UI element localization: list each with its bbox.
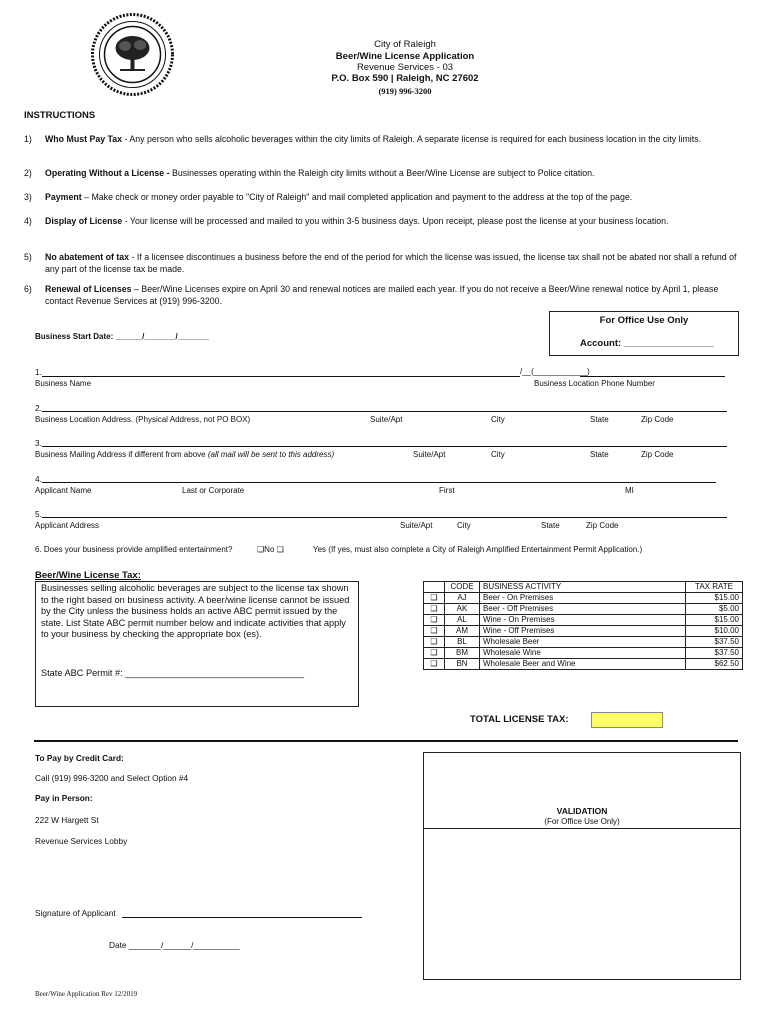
table-row — [424, 626, 743, 637]
activity-header: BUSINESS ACTIVITY — [480, 582, 686, 593]
table-row — [424, 648, 743, 659]
instruction-number: 2) — [24, 168, 32, 178]
mailing-address-label-text: Business Mailing Address if different from above — [35, 450, 206, 459]
instruction-number: 1) — [24, 134, 32, 144]
activity-rate: $5.00 — [686, 604, 743, 615]
header-form-title: Beer/Wine License Application — [335, 51, 475, 62]
credit-card-title: To Pay by Credit Card: — [35, 753, 124, 763]
activity-code: AM — [445, 626, 480, 637]
rate-header: TAX RATE — [686, 582, 743, 593]
yes-option-label: Yes (If yes, must also complete a City of Raleigh Amplified Entertainment Permit Application.) — [313, 545, 643, 554]
table-row — [424, 615, 743, 626]
signature-line[interactable] — [122, 917, 362, 918]
instruction-heading: Payment — [45, 192, 82, 202]
state-label: State — [541, 521, 560, 530]
instructions-heading: INSTRUCTIONS — [24, 110, 96, 121]
tax-rate-table — [423, 581, 743, 670]
instruction-heading: Renewal of Licenses — [45, 284, 132, 294]
activity-checkbox[interactable]: ❑ — [424, 615, 445, 626]
last-name-label: Last or Corporate — [182, 486, 245, 495]
instruction-text: Your license will be processed and mailed to you within 3-5 business days. Upon receipt, please post the license at your business location. — [129, 216, 669, 226]
instruction-separator: - — [129, 252, 137, 262]
instruction-heading: No abatement of tax — [45, 252, 130, 262]
location-address-line[interactable] — [42, 411, 727, 412]
instruction-number: 6) — [24, 284, 32, 294]
abc-permit-field[interactable]: State ABC Permit #: ___________________________________ — [41, 668, 305, 678]
instruction-separator: - — [122, 216, 130, 226]
activity-rate: $15.00 — [686, 593, 743, 604]
header-address: P.O. Box 590 | Raleigh, NC 27602 — [331, 73, 479, 84]
phone-number-line[interactable] — [580, 376, 725, 377]
instruction-heading: Who Must Pay Tax — [45, 134, 123, 144]
credit-card-instructions: Call (919) 996-3200 and Select Option #4 — [35, 773, 189, 783]
city-label: City — [457, 521, 471, 530]
activity-rate: $10.00 — [686, 626, 743, 637]
instruction-separator: – — [81, 192, 92, 202]
office-lobby: Revenue Services Lobby — [35, 836, 128, 846]
mailing-address-label — [35, 450, 334, 459]
instruction-separator: - — [122, 134, 130, 144]
activity-checkbox[interactable]: ❑ — [424, 659, 445, 670]
activity-name: Wholesale Beer — [480, 637, 686, 648]
amplified-entertainment-question: 6. Does your business provide amplified entertainment? — [35, 545, 233, 554]
zip-label: Zip Code — [586, 521, 619, 530]
activity-name: Beer - On Premises — [480, 593, 686, 604]
activity-code: BN — [445, 659, 480, 670]
instruction-item — [24, 284, 744, 308]
office-use-box — [549, 311, 739, 356]
suite-label: Suite/Apt — [370, 415, 403, 424]
header-phone: (919) 996-3200 — [378, 86, 432, 96]
instruction-text: If a licensee discontinues a business before the end of the period for which the license was issued, the license tax shall not be abated nor shall a refund of any part of the license tax be made. — [45, 252, 737, 274]
signature-label: Signature of Applicant — [35, 908, 116, 918]
phone-label: Business Location Phone Number — [534, 379, 655, 388]
no-option[interactable] — [257, 545, 284, 554]
zip-label: Zip Code — [641, 450, 674, 459]
applicant-address-line[interactable] — [42, 517, 727, 518]
city-seal — [90, 12, 175, 97]
table-row — [424, 659, 743, 670]
validation-subtitle: (For Office Use Only) — [544, 817, 620, 826]
activity-checkbox[interactable]: ❑ — [424, 604, 445, 615]
row-number: 2. — [35, 403, 42, 413]
checkbox-icon[interactable]: ❑ — [276, 545, 284, 554]
instruction-text: Businesses operating within the Raleigh city limits without a Beer/Wine License are subject to Police citation. — [172, 168, 595, 178]
office-address: 222 W Hargett St — [35, 815, 99, 825]
activity-checkbox[interactable]: ❑ — [424, 593, 445, 604]
header-department: Revenue Services - 03 — [356, 62, 454, 73]
first-name-label: First — [439, 486, 455, 495]
activity-name: Wine - On Premises — [480, 615, 686, 626]
instruction-item — [24, 134, 744, 158]
row-number: 5. — [35, 509, 42, 519]
zip-label: Zip Code — [641, 415, 674, 424]
code-header: CODE — [445, 582, 480, 593]
instruction-text: Beer/Wine Licenses expire on April 30 and renewal notices are mailed each year. If you do not receive a Beer/Wine renewal notice by April 1, please contact Revenue Services at (919) 996-3200. — [45, 284, 719, 306]
checkbox-header — [424, 582, 445, 593]
mi-label: MI — [625, 486, 634, 495]
instruction-number: 5) — [24, 252, 32, 262]
header-city: City of Raleigh — [374, 39, 436, 50]
validation-divider — [424, 828, 740, 829]
license-tax-title: Beer/Wine License Tax: — [35, 570, 141, 581]
activity-rate: $37.50 — [686, 648, 743, 659]
total-license-tax-label: TOTAL LICENSE TAX: — [470, 714, 569, 725]
activity-name: Wholesale Beer and Wine — [480, 659, 686, 670]
applicant-name-label: Applicant Name — [35, 486, 92, 495]
mailing-address-line[interactable] — [42, 446, 727, 447]
business-start-date-field[interactable]: Business Start Date: ______/_______/_______ — [35, 332, 209, 341]
location-address-label: Business Location Address. (Physical Address, not PO BOX) — [35, 415, 251, 424]
applicant-name-line[interactable] — [42, 482, 716, 483]
instruction-text: Any person who sells alcoholic beverages within the city limits of Raleigh. A separate license is required for each business location in the city limits. — [129, 134, 702, 144]
activity-name: Beer - Off Premises — [480, 604, 686, 615]
table-row — [424, 593, 743, 604]
state-label: State — [590, 415, 609, 424]
instruction-text: Make check or money order payable to "City of Raleigh" and mail completed application and payment to the address at the top of the page. — [91, 192, 633, 202]
validation-title: VALIDATION — [556, 806, 608, 816]
no-label: No — [264, 545, 275, 554]
business-name-label: Business Name — [35, 379, 92, 388]
table-row — [424, 604, 743, 615]
oak-tree-seal-icon — [90, 12, 175, 97]
instruction-heading: Display of License — [45, 216, 123, 226]
instruction-item — [24, 192, 744, 204]
instruction-item — [24, 168, 744, 180]
checkbox-icon[interactable]: ❑ — [257, 545, 265, 554]
phone-separator: /__(____________) — [520, 367, 590, 376]
row-number: 1. — [35, 367, 42, 377]
license-tax-description: Businesses selling alcoholic beverages are subject to the license tax shown to the right based on business activity. A beer/wine license cannot be issued by the City unless the business holds an active ABC permit issued by the state. List State ABC permit number below and indicate activities that apply to your business by checking the appropriate box (es). — [41, 583, 350, 639]
office-use-title: For Office Use Only — [599, 315, 689, 326]
row-number: 4. — [35, 474, 42, 484]
table-header-row — [424, 582, 743, 593]
suite-label: Suite/Apt — [413, 450, 446, 459]
activity-rate: $37.50 — [686, 637, 743, 648]
row-number: 3. — [35, 438, 42, 448]
instruction-number: 4) — [24, 216, 32, 226]
activity-checkbox[interactable]: ❑ — [424, 626, 445, 637]
activity-name: Wine - Off Premises — [480, 626, 686, 637]
instruction-number: 3) — [24, 192, 32, 202]
activity-rate: $62.50 — [686, 659, 743, 670]
mailing-address-note: (all mail will be sent to this address) — [207, 450, 335, 459]
instruction-heading: Operating Without a License - — [45, 168, 170, 178]
pay-in-person-title: Pay in Person: — [35, 793, 93, 803]
suite-label: Suite/Apt — [400, 521, 433, 530]
license-tax-description-box — [35, 581, 359, 707]
state-label: State — [590, 450, 609, 459]
activity-checkbox[interactable]: ❑ — [424, 648, 445, 659]
city-label: City — [491, 415, 505, 424]
instruction-item — [24, 216, 744, 240]
activity-code: AL — [445, 615, 480, 626]
city-label: City — [491, 450, 505, 459]
activity-rate: $15.00 — [686, 615, 743, 626]
table-row — [424, 637, 743, 648]
activity-code: AJ — [445, 593, 480, 604]
activity-name: Wholesale Wine — [480, 648, 686, 659]
section-divider — [34, 740, 738, 742]
activity-code: BL — [445, 637, 480, 648]
instruction-item — [24, 252, 744, 276]
date-field[interactable]: Date _______/______/__________ — [109, 940, 240, 950]
applicant-address-label: Applicant Address — [35, 521, 100, 530]
account-field[interactable]: Account: _________________ — [580, 338, 714, 349]
form-revision: Beer/Wine Application Rev 12/2019 — [35, 990, 138, 998]
business-name-line[interactable] — [42, 376, 520, 377]
activity-code: AK — [445, 604, 480, 615]
instruction-separator: – — [131, 284, 142, 294]
total-license-tax-field[interactable] — [591, 712, 663, 728]
validation-box — [423, 752, 741, 980]
activity-code: BM — [445, 648, 480, 659]
activity-checkbox[interactable]: ❑ — [424, 637, 445, 648]
